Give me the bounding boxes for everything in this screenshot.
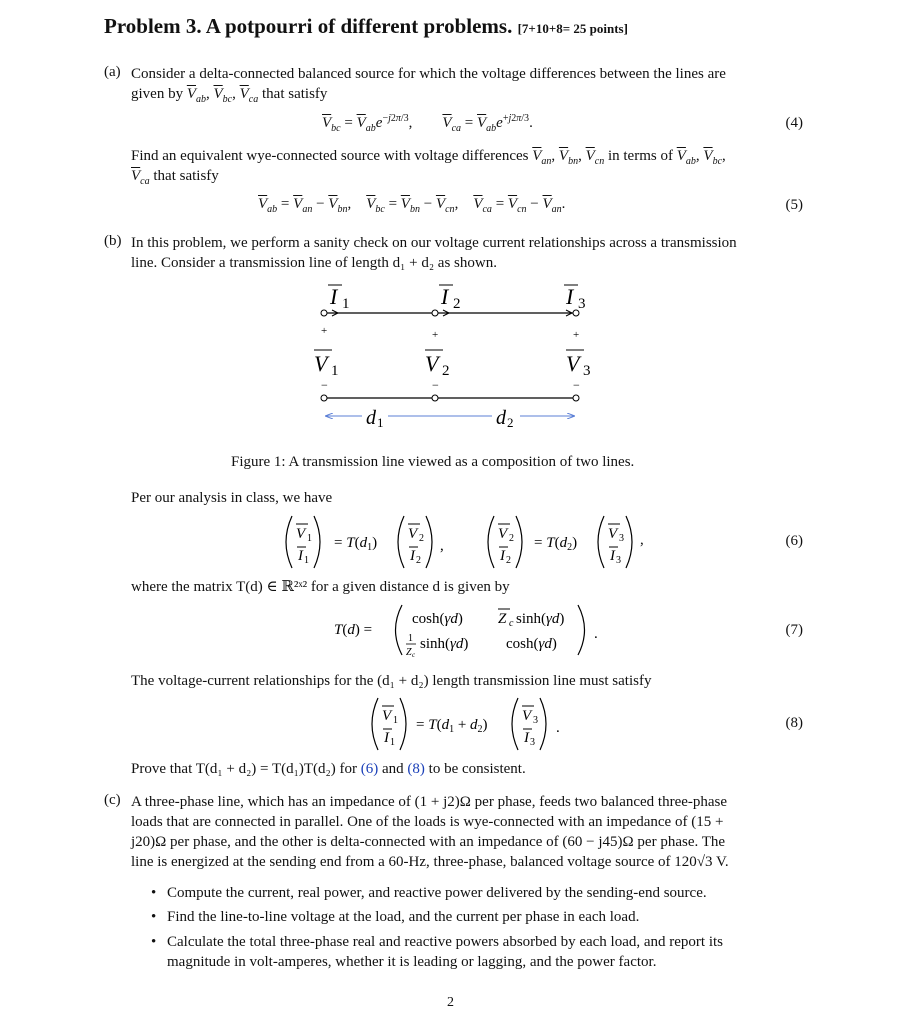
node-top-1 [321, 310, 327, 316]
svg-text:2: 2 [453, 296, 461, 312]
voltage-label-3: V [566, 351, 580, 376]
svg-text:2: 2 [419, 533, 424, 544]
bullet-dot-3: • [151, 934, 157, 950]
problem-points: [7+10+8= 25 points] [517, 21, 628, 36]
svg-text:,: , [440, 538, 444, 554]
equation-8 [368, 694, 578, 754]
svg-text:V: V [296, 526, 306, 542]
svg-text:V: V [498, 526, 508, 542]
svg-text:V: V [408, 526, 418, 542]
svg-text:1: 1 [377, 415, 384, 430]
svg-text:T(d) =: T(d) = [334, 622, 373, 638]
node-bottom-2 [432, 395, 438, 401]
equation-number-5: (5) [785, 197, 803, 213]
problem-title-text: Problem 3. A potpourri of different problems. [104, 14, 513, 38]
node-top-2 [432, 310, 438, 316]
minus-3: − [573, 378, 580, 392]
svg-text:2: 2 [509, 533, 514, 544]
current-label-2: I [441, 284, 449, 309]
equation-4: $\overline{V}_{bc} = \overline{V}_{ab}e^{-j2\pi/3}$, $\overline{V}_{ca} = \overline{V}_{ab}e^{+j2\pi/3}$. [322, 113, 533, 134]
part-a-line2: given by $\overline{V}_{ab}$, $\overline{V}_{bc}$, $\overline{V}_{ca}$ that satisfy [131, 86, 328, 105]
problem-title [104, 14, 628, 39]
bullet-dot-1: • [151, 885, 157, 901]
svg-text:.: . [594, 626, 598, 642]
voltage-label-1: V [314, 351, 328, 376]
svg-text:.: . [556, 720, 560, 736]
minus-2: − [432, 378, 439, 392]
svg-text:1: 1 [390, 737, 395, 748]
svg-text:I: I [384, 730, 389, 746]
svg-text:3: 3 [619, 533, 624, 544]
svg-text:V: V [608, 526, 618, 542]
part-b-line1: In this problem, we perform a sanity check on our voltage current relationships across a transmission [131, 235, 737, 251]
part-c-line4: line is energized at the sending end from a 60-Hz, three-phase, balanced voltage source of 120√3 V. [131, 854, 729, 870]
svg-text:= T(d2): = $T(d_2)$ [534, 535, 578, 553]
equation-number-7: (7) [785, 622, 803, 638]
svg-text:2: 2 [506, 555, 511, 566]
minus-1: − [321, 378, 328, 392]
svg-text:V: V [382, 708, 392, 724]
svg-text:= T(d1): = $T(d_1)$ [334, 535, 378, 553]
svg-text:sinh(γd): sinh(γd) [420, 636, 469, 652]
plus-1: + [321, 325, 328, 337]
part-a-line4: $\overline{V}_{ca}$ that satisfy [131, 168, 219, 187]
length-label-d2: d [496, 407, 506, 429]
plus-2: + [432, 329, 439, 341]
part-c-label: (c) [104, 792, 121, 808]
svg-text:1: 1 [342, 296, 350, 312]
part-b-prove: Prove that T(d₁ + d₂) = T(d₁)T(d₂) for (6) and (8) to be consistent. [131, 761, 526, 777]
svg-text:sinh(γd): sinh(γd) [516, 611, 565, 627]
svg-text:I: I [410, 548, 415, 564]
part-b-para3: The voltage-current relationships for the (d₁ + d₂) length transmission line must satisfy [131, 673, 652, 689]
svg-text:cosh(γd): cosh(γd) [506, 636, 557, 652]
part-b-para2: where the matrix T(d) ∈ ℝ²ˣ² for a given distance d is given by [131, 579, 510, 595]
svg-text:2: 2 [507, 415, 514, 430]
svg-text:Z: Z [406, 647, 412, 658]
equation-7 [332, 602, 612, 658]
svg-text:3: 3 [616, 555, 621, 566]
bullet-3: Calculate the total three-phase real and reactive powers absorbed by each load, and report its [167, 934, 724, 950]
part-c-line3: j20)Ω per phase, and the other is delta-connected with an impedance of (60 − j45)Ω per phase. The [131, 834, 726, 850]
svg-text:= T(d1 + d2): = $T(d_1 + d_2)$ [416, 717, 488, 735]
svg-text:I: I [298, 548, 303, 564]
bullet-1: Compute the current, real power, and reactive power delivered by the sending-end source. [167, 885, 707, 901]
svg-text:3: 3 [533, 715, 538, 726]
svg-text:3: 3 [583, 363, 591, 379]
bullet-2: Find the line-to-line voltage at the load, and the current per phase in each load. [167, 909, 640, 925]
svg-text:I: I [610, 548, 615, 564]
current-label-1: I [330, 284, 338, 309]
svg-text:1: 1 [331, 363, 339, 379]
svg-text:2: 2 [416, 555, 421, 566]
svg-text:V: V [522, 708, 532, 724]
svg-text:Z: Z [498, 611, 507, 627]
voltage-label-2: V [425, 351, 439, 376]
svg-text:c: c [509, 618, 514, 629]
svg-text:c: c [412, 651, 416, 658]
part-a-line1: Consider a delta-connected balanced source for which the voltage differences between the lines are [131, 66, 726, 82]
part-a-label: (a) [104, 64, 121, 80]
svg-text:3: 3 [578, 296, 586, 312]
ref-eq6[interactable]: (6) [360, 761, 379, 777]
equation-6 [282, 512, 642, 572]
part-c-line2: loads that are connected in parallel. One of the loads is wye-connected with an impedance of (15 + [131, 814, 724, 830]
part-a-line3: Find an equivalent wye-connected source with voltage differences $\overline{V}_{an}$, $\overline{V}_{bn}$, $\overline{V}_{cn}$ in terms of $\overline{V}_{ab}$, $\overline{V}_{bc}$, [131, 148, 726, 167]
part-b-line2: line. Consider a transmission line of length d₁ + d₂ as shown. [131, 255, 497, 271]
transmission-line-figure [300, 280, 600, 430]
node-bottom-1 [321, 395, 327, 401]
svg-text:I: I [524, 730, 529, 746]
part-b-para1: Per our analysis in class, we have [131, 490, 333, 506]
page-number: 2 [447, 995, 454, 1010]
svg-text:1: 1 [408, 633, 413, 644]
length-label-d1: d [366, 407, 376, 429]
bullet-3-cont: magnitude in volt-amperes, whether it is leading or lagging, and the power factor. [167, 954, 657, 970]
equation-number-8: (8) [785, 715, 803, 731]
svg-text:I: I [500, 548, 505, 564]
equation-number-4: (4) [785, 115, 803, 131]
svg-text:3: 3 [530, 737, 535, 748]
svg-text:cosh(γd): cosh(γd) [412, 611, 463, 627]
svg-text:2: 2 [442, 363, 450, 379]
equation-5: $\overline{V}_{ab} = \overline{V}_{an} - \overline{V}_{bn}$, $\overline{V}_{bc} = \overline{V}_{bn} - \overline{V}_{cn}$, $\overline{V}_{ca} = \overline{V}_{cn} - \overline{V}_{an}$. [258, 196, 566, 215]
svg-text:1: 1 [307, 533, 312, 544]
part-c-line1: A three-phase line, which has an impedance of (1 + j2)Ω per phase, feeds two balanced three-phase [131, 794, 728, 810]
svg-text:1: 1 [393, 715, 398, 726]
node-bottom-3 [573, 395, 579, 401]
part-b-label: (b) [104, 233, 122, 249]
plus-3: + [573, 329, 580, 341]
figure-caption: Figure 1: A transmission line viewed as a composition of two lines. [231, 454, 635, 470]
bullet-dot-2: • [151, 909, 157, 925]
svg-text:1: 1 [304, 555, 309, 566]
current-label-3: I [566, 284, 574, 309]
ref-eq8[interactable]: (8) [407, 761, 425, 777]
equation-number-6: (6) [785, 533, 803, 549]
